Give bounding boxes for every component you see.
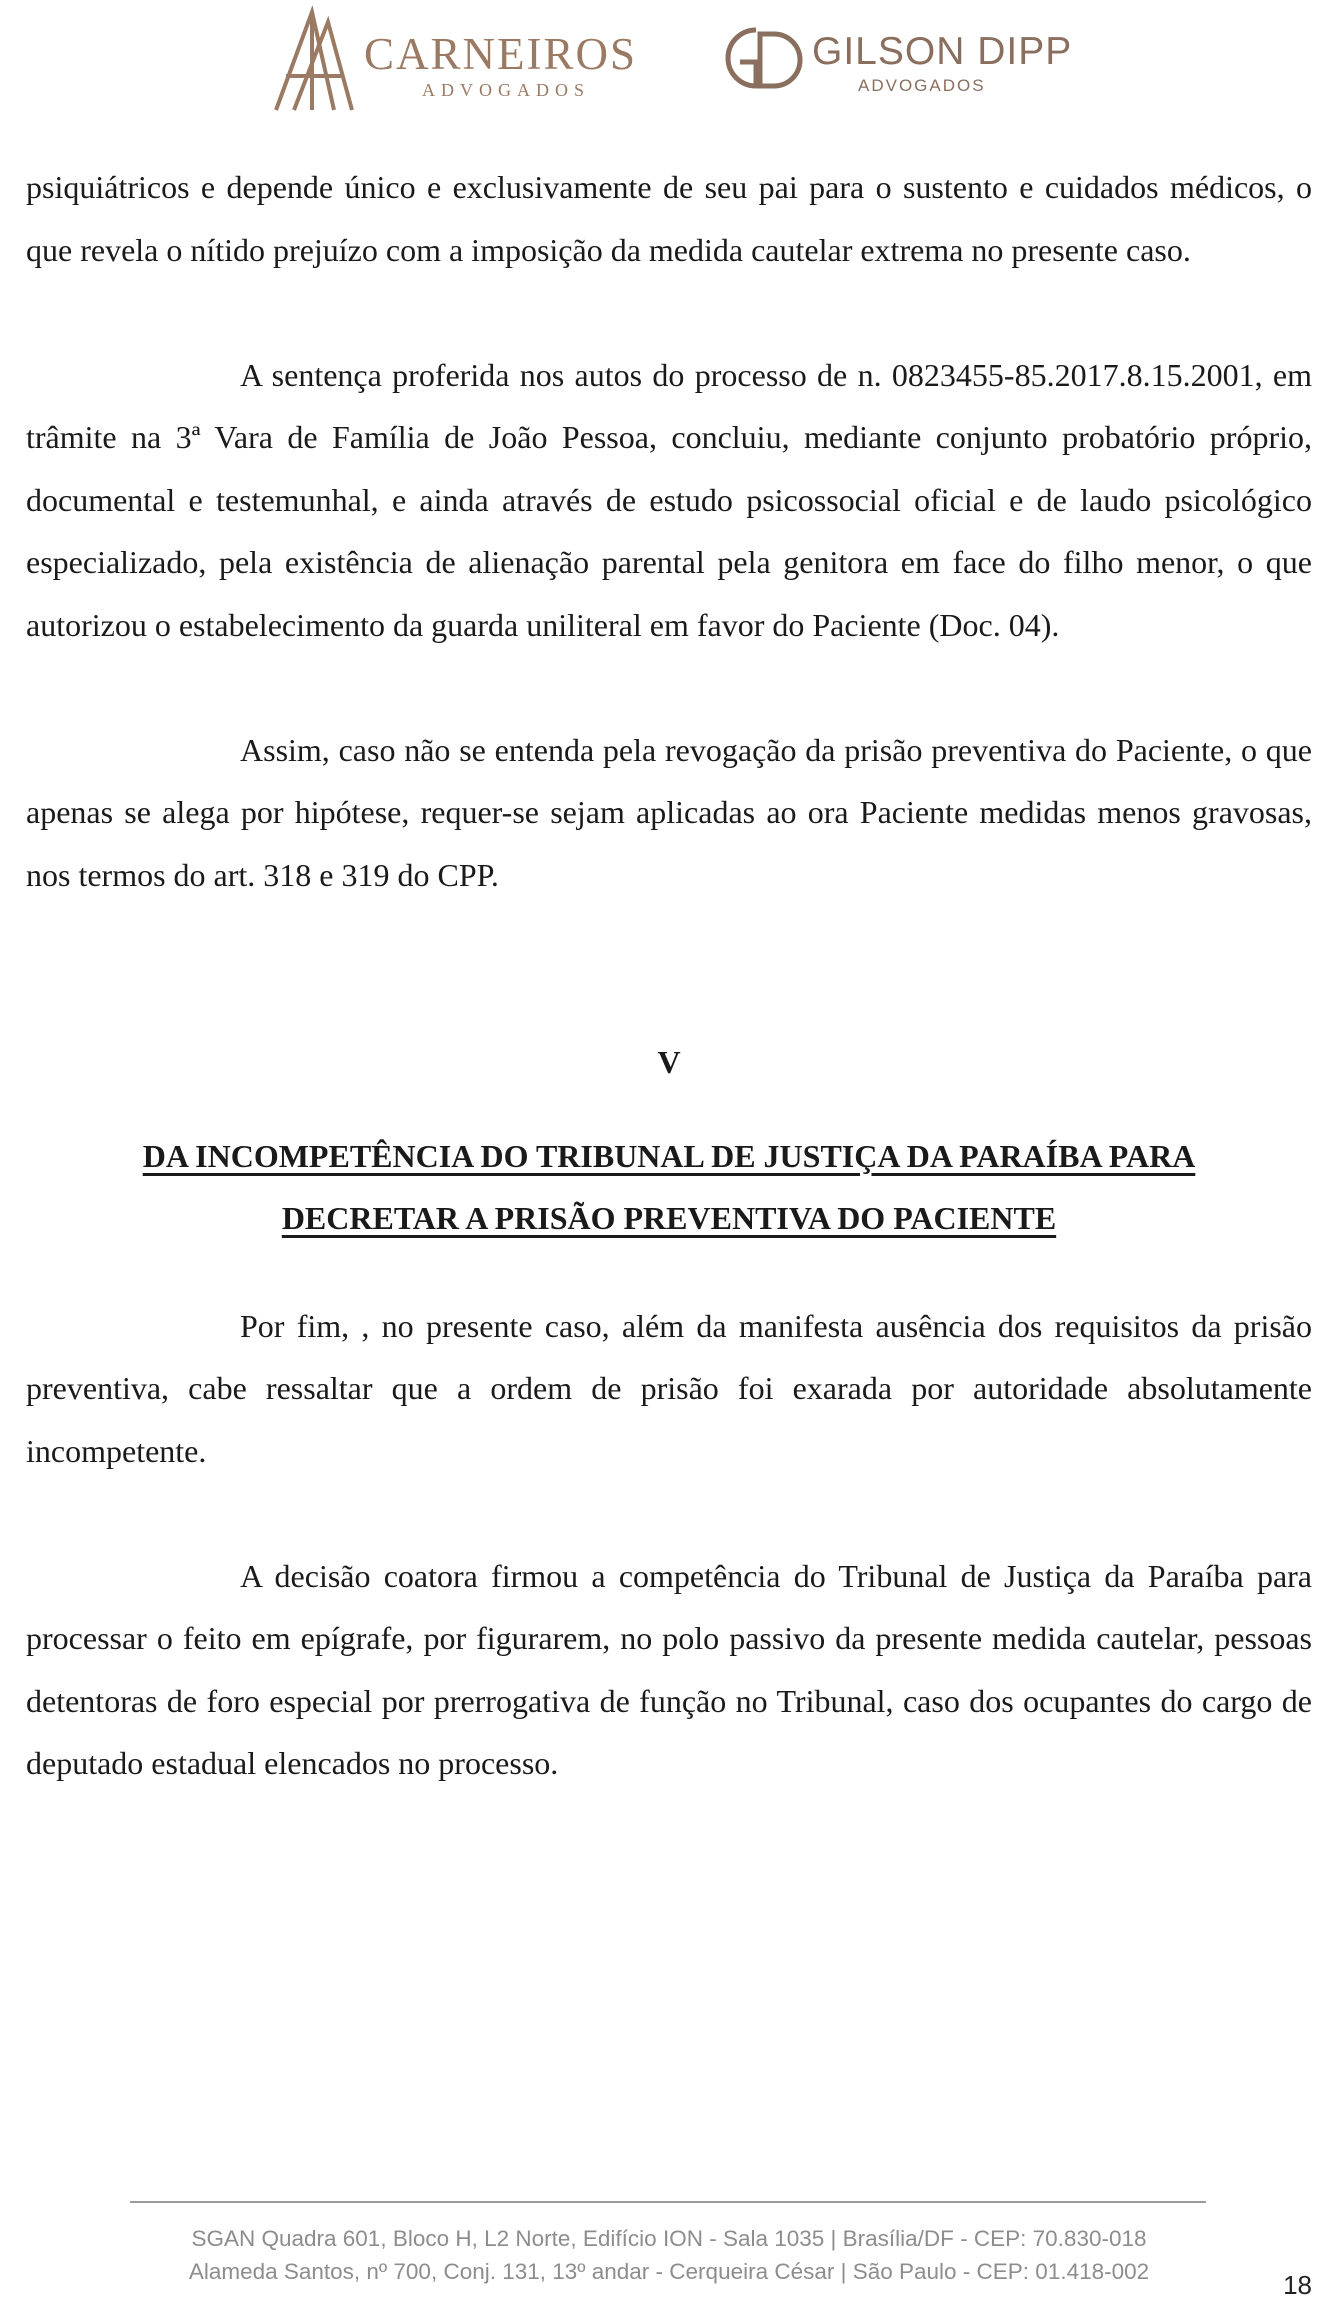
paragraph-1: psiquiátricos e depende único e exclusivamente de seu pai para o sustento e cuidados médicos, o que revela o nítido prejuízo com a imposição da medida cautelar extrema no presente caso. [26, 169, 1312, 268]
paragraph-4: Por fim, , no presente caso, além da manifesta ausência dos requisitos da prisão preventiva, cabe ressaltar que a ordem de prisão foi exarada por autoridade absolutamente incompetente. [26, 1307, 1312, 1469]
gilson-dipp-subtitle: ADVOGADOS [858, 76, 986, 95]
paragraph-3: Assim, caso não se entenda pela revogação da prisão preventiva do Paciente, o que apenas se alega por hipótese, requer-se sejam aplicadas ao ora Paciente medidas menos gravosas, nos termos do art. 318 e 319 do CPP. [26, 731, 1312, 893]
section-title-line1: DA INCOMPETÊNCIA DO TRIBUNAL DE JUSTIÇA DA PARAÍBA PARA [142, 1137, 1196, 1174]
gilson-dipp-logo [712, 12, 1072, 104]
page-number: 18 [1283, 2270, 1312, 2300]
paragraph-5: A decisão coatora firmou a competência do Tribunal de Justiça da Paraíba para processar o feito em epígrafe, por figurarem, no polo passivo da presente medida cautelar, pessoas detentoras de foro especial por prerrogativa de função no Tribunal, caso dos ocupantes do cargo de deputado estadual elencados no processo. [26, 1557, 1312, 1781]
paragraph-2: A sentença proferida nos autos do processo de n. 0823455-85.2017.8.15.2001, em trâmite na 3ª Vara de Família de João Pessoa, concluiu, mediante conjunto probatório próprio, documental e testemunhal, e ainda através de estudo psicossocial oficial e de laudo psicológico especializado, pela existência de alienação parental pela genitora em face do filho menor, o que autorizou o estabelecimento da guarda uniliteral em favor do Paciente (Doc. 04). [26, 356, 1312, 643]
carneiros-name: CARNEIROS [364, 29, 638, 79]
document-body [26, 156, 1312, 1795]
footer-address-sao-paulo: Alameda Santos, nº 700, Conj. 131, 13º andar - Cerqueira César | São Paulo - CEP: 01.418-002 [188, 2259, 1150, 2284]
footer-divider [130, 2201, 1206, 2203]
letterhead [0, 0, 1338, 120]
section-number: V [657, 1044, 681, 1080]
section-title-line2: DECRETAR A PRISÃO PREVENTIVA DO PACIENTE [281, 1200, 1057, 1236]
monogram-icon [272, 6, 362, 114]
carneiros-subtitle: ADVOGADOS [422, 80, 591, 100]
footer-address-brasilia: SGAN Quadra 601, Bloco H, L2 Norte, Edifício ION - Sala 1035 | Brasília/DF - CEP: 70.830-018 [191, 2226, 1147, 2251]
carneiros-logo [272, 6, 638, 114]
gilson-dipp-name: GILSON DIPP [812, 30, 1073, 73]
gd-monogram-icon [712, 12, 808, 104]
